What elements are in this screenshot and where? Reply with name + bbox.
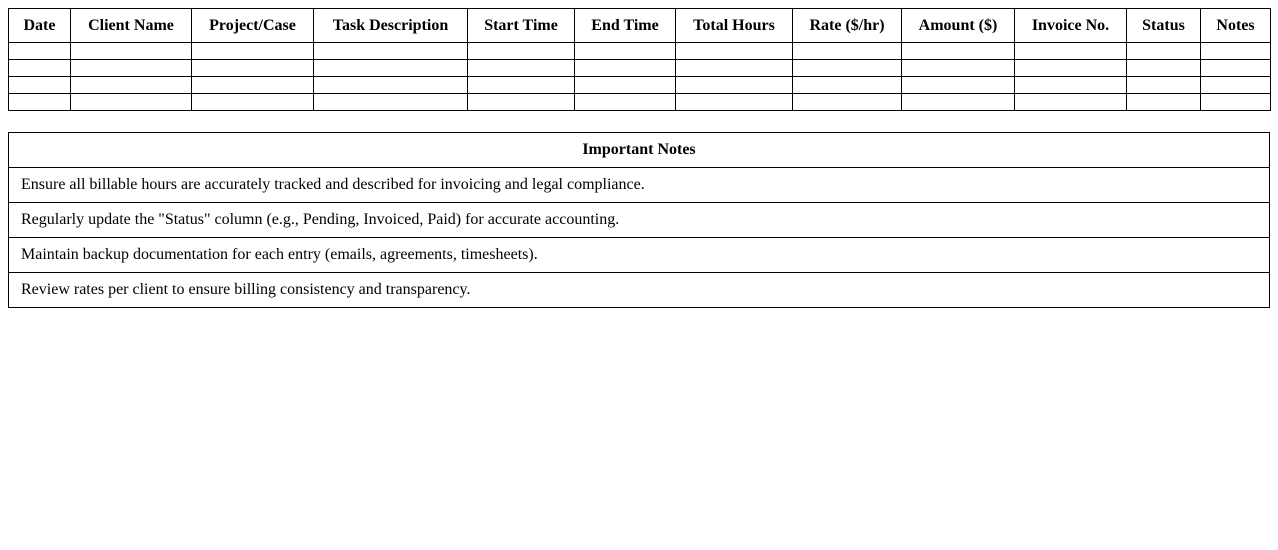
table-cell[interactable] <box>1015 60 1127 77</box>
table-cell[interactable] <box>902 43 1015 60</box>
table-cell[interactable] <box>9 77 71 94</box>
page-content <box>8 8 1270 308</box>
header-end-time: End Time <box>575 9 676 43</box>
time-tracking-table <box>8 8 1271 111</box>
table-row <box>9 43 1271 60</box>
time-table-body <box>9 43 1271 111</box>
table-cell[interactable] <box>468 77 575 94</box>
table-cell[interactable] <box>314 94 468 111</box>
table-cell[interactable] <box>192 60 314 77</box>
table-row <box>9 60 1271 77</box>
table-cell[interactable] <box>902 77 1015 94</box>
table-cell[interactable] <box>575 43 676 60</box>
table-cell[interactable] <box>71 94 192 111</box>
table-cell[interactable] <box>676 94 793 111</box>
table-cell[interactable] <box>314 77 468 94</box>
table-cell[interactable] <box>793 60 902 77</box>
table-cell[interactable] <box>192 94 314 111</box>
table-cell[interactable] <box>71 60 192 77</box>
table-cell[interactable] <box>676 43 793 60</box>
table-cell[interactable] <box>575 94 676 111</box>
header-client-name: Client Name <box>71 9 192 43</box>
table-cell[interactable] <box>1201 77 1271 94</box>
table-cell[interactable] <box>71 77 192 94</box>
table-cell[interactable] <box>1201 94 1271 111</box>
table-row <box>9 94 1271 111</box>
note-row <box>9 203 1270 238</box>
table-cell[interactable] <box>902 94 1015 111</box>
header-project-case: Project/Case <box>192 9 314 43</box>
note-item: Maintain backup documentation for each entry (emails, agreements, timesheets). <box>9 238 1270 273</box>
note-item: Regularly update the "Status" column (e.g., Pending, Invoiced, Paid) for accurate accounting. <box>9 203 1270 238</box>
table-cell[interactable] <box>793 77 902 94</box>
table-cell[interactable] <box>468 43 575 60</box>
table-cell[interactable] <box>314 43 468 60</box>
table-cell[interactable] <box>1201 60 1271 77</box>
header-invoice-no: Invoice No. <box>1015 9 1127 43</box>
table-cell[interactable] <box>676 77 793 94</box>
table-cell[interactable] <box>1015 94 1127 111</box>
header-row <box>9 9 1271 43</box>
table-cell[interactable] <box>1015 77 1127 94</box>
table-cell[interactable] <box>575 77 676 94</box>
header-task-description: Task Description <box>314 9 468 43</box>
note-row <box>9 168 1270 203</box>
table-row <box>9 77 1271 94</box>
important-notes-table <box>8 132 1270 308</box>
header-total-hours: Total Hours <box>676 9 793 43</box>
table-cell[interactable] <box>192 77 314 94</box>
header-status: Status <box>1127 9 1201 43</box>
table-cell[interactable] <box>192 43 314 60</box>
table-cell[interactable] <box>902 60 1015 77</box>
table-cell[interactable] <box>71 43 192 60</box>
table-cell[interactable] <box>1127 77 1201 94</box>
notes-header-row <box>9 133 1270 168</box>
header-start-time: Start Time <box>468 9 575 43</box>
table-cell[interactable] <box>9 43 71 60</box>
header-date: Date <box>9 9 71 43</box>
header-rate: Rate ($/hr) <box>793 9 902 43</box>
table-cell[interactable] <box>468 94 575 111</box>
notes-title: Important Notes <box>9 133 1270 168</box>
note-item: Ensure all billable hours are accurately tracked and described for invoicing and legal compliance. <box>9 168 1270 203</box>
table-cell[interactable] <box>676 60 793 77</box>
header-notes: Notes <box>1201 9 1271 43</box>
table-cell[interactable] <box>1127 94 1201 111</box>
table-cell[interactable] <box>1015 43 1127 60</box>
table-cell[interactable] <box>468 60 575 77</box>
table-cell[interactable] <box>9 60 71 77</box>
table-cell[interactable] <box>575 60 676 77</box>
table-cell[interactable] <box>793 94 902 111</box>
note-item: Review rates per client to ensure billing consistency and transparency. <box>9 273 1270 308</box>
table-cell[interactable] <box>1127 60 1201 77</box>
table-cell[interactable] <box>1201 43 1271 60</box>
note-row <box>9 238 1270 273</box>
header-amount: Amount ($) <box>902 9 1015 43</box>
table-cell[interactable] <box>793 43 902 60</box>
table-cell[interactable] <box>314 60 468 77</box>
table-cell[interactable] <box>1127 43 1201 60</box>
table-cell[interactable] <box>9 94 71 111</box>
note-row <box>9 273 1270 308</box>
